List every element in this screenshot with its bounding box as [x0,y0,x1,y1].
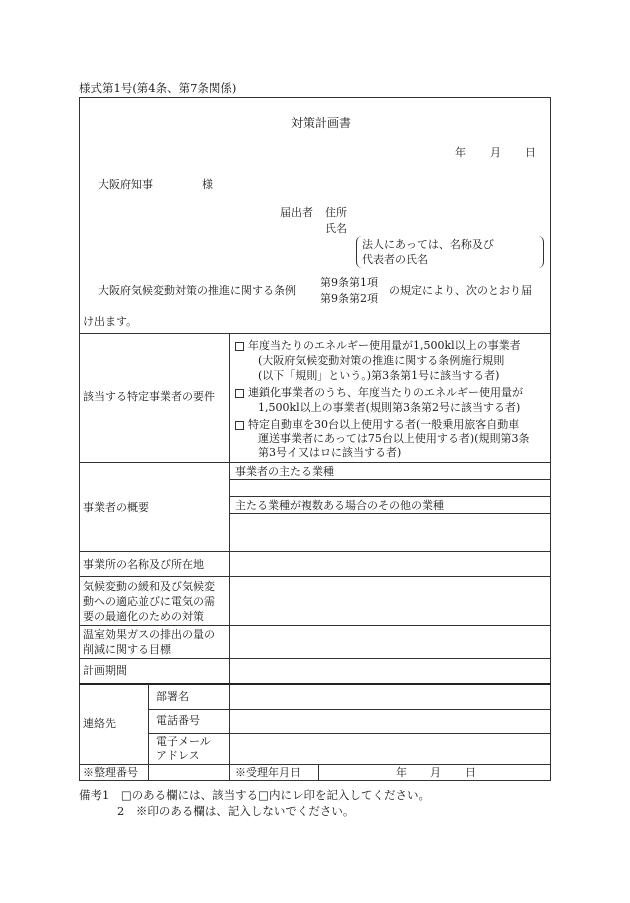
date-month: 月 [490,146,501,159]
name-label: 氏名 [325,222,347,235]
received-day: 日 [465,766,476,779]
row-divider [148,733,551,734]
goal-line1: 温室効果ガスの排出の量の [83,628,215,641]
department-label: 部署名 [156,690,189,703]
applicant-label: 届出者 [280,206,313,219]
reference-number-label: ※整理番号 [83,766,138,779]
statement-article2: 第9条第2項 [320,292,378,305]
requirement-label: 該当する特定事業者の要件 [83,390,215,403]
req1-line2: (大阪府気候変動対策の推進に関する条例施行規則 [258,354,505,367]
checkbox-requirement-1[interactable] [235,342,244,351]
row-divider [79,764,551,765]
checkbox-requirement-3[interactable] [235,421,244,430]
overview-label: 事業者の概要 [83,501,149,514]
label-column-divider [229,333,230,781]
address-label: 住所 [325,206,347,219]
row-divider [229,479,551,480]
req2-line2: 1,500kl以上の事業者(規則第3条第2号に該当する者) [258,401,521,414]
statement-ordinance: 大阪府気候変動対策の推進に関する条例 [98,284,296,297]
requirement-option-1 [235,339,521,353]
req3-line2: 運送事業者にあっては75台以上使用する者)(規則第3条 [258,432,530,445]
document-title: 対策計画書 [291,116,352,130]
corporate-note-line2: 代表者の氏名 [362,253,428,266]
other-business-label: 主たる業種が複数ある場合のその他の業種 [235,499,444,512]
contact-label: 連絡先 [83,717,116,730]
table-top-border [79,333,551,334]
requirement-option-3 [235,418,519,432]
measures-line3: 要の最適化のための対策 [83,610,204,623]
row-divider [148,709,551,710]
main-business-label: 事業者の主たる業種 [235,465,334,478]
received-month: 月 [430,766,441,779]
received-date-label: ※受理年月日 [235,766,301,779]
date-year: 年 [455,146,466,159]
row-divider-thick [79,683,551,685]
row-divider [229,496,551,497]
statement-end: け出ます。 [83,315,138,328]
req3-line1: 特定自動車を30台以上使用する者(一般乗用旅客自動車 [248,418,520,431]
email-label-line2: アドレス [156,749,200,762]
email-label-line1: 電子メール [156,735,211,748]
phone-label: 電話番号 [156,714,200,727]
row-divider [79,625,551,626]
row-divider [79,551,551,552]
row-divider [79,658,551,659]
req1-line1: 年度当たりのエネルギー使用量が1,500kl以上の事業者 [248,339,521,352]
row-divider [79,576,551,577]
row-divider [79,462,551,463]
goal-line2: 削減に関する目標 [83,643,171,656]
date-day: 日 [525,146,536,159]
measures-line1: 気候変動の緩和及び気候変 [83,580,215,593]
received-divider [318,764,319,781]
req1-line3: (以下「規則」という。)第3条第1号に該当する者) [258,369,500,382]
note-line1: 備考1 □のある欄には、該当する□内にレ印を記入してください。 [79,788,431,802]
period-label: 計画期間 [83,664,127,677]
note-line2: 2 ※印のある欄は、記入しないでください。 [117,804,355,818]
form-number: 様式第1号(第4条、第7条関係) [79,81,237,95]
req3-line3: 第3号イ又はロに該当する者) [258,446,402,459]
req2-line1: 連鎖化事業者のうち、年度当たりのエネルギー使用量が [248,386,523,399]
addressee-honorific: 様 [202,178,213,191]
measures-line2: 動への適応並びに電気の需 [83,595,215,608]
statement-article1: 第9条第1項 [320,276,378,289]
corporate-note-line1: 法人にあっては、名称及び [362,238,494,251]
addressee-name: 大阪府知事 [98,178,153,191]
checkbox-requirement-2[interactable] [235,389,244,398]
statement-continued: の規定により、次のとおり届 [389,284,532,297]
received-year: 年 [396,766,407,779]
requirement-option-2 [235,386,523,400]
office-label: 事業所の名称及び所在地 [83,558,204,571]
row-divider [229,513,551,514]
